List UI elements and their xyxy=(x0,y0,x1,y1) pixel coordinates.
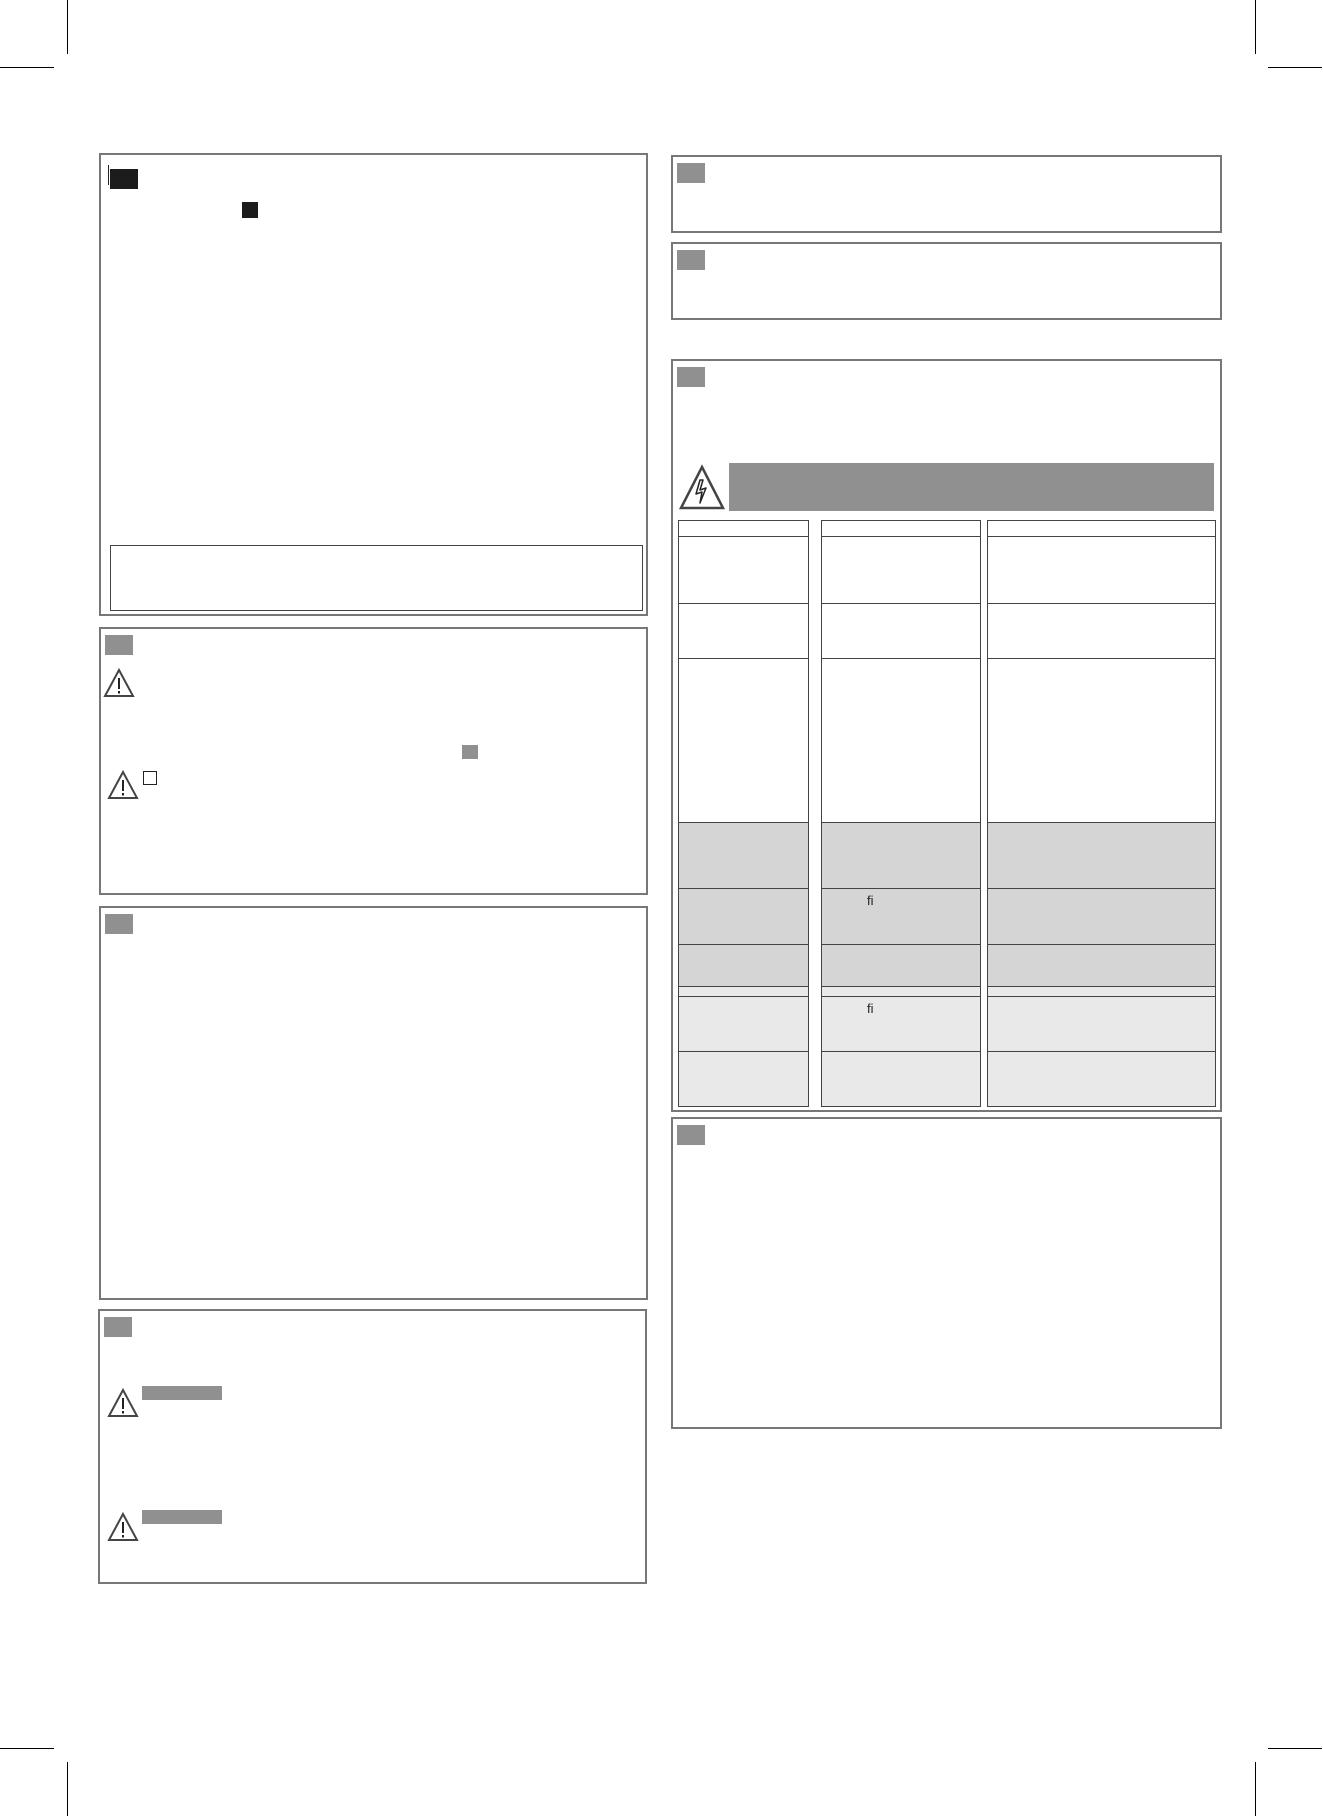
table-cell xyxy=(987,888,1216,945)
table-cell xyxy=(821,536,981,604)
marker-square xyxy=(242,202,258,218)
section-right-2 xyxy=(671,242,1222,320)
warning-triangle-icon xyxy=(107,770,139,800)
table-cell xyxy=(821,822,981,889)
section-intro xyxy=(99,153,648,616)
crop-mark xyxy=(0,1748,54,1749)
table-cell xyxy=(821,944,981,987)
table-cell xyxy=(987,658,1216,823)
warning-triangle-icon xyxy=(107,1388,139,1418)
table-cell xyxy=(987,944,1216,987)
section-tag xyxy=(110,169,138,189)
table-cell xyxy=(821,888,981,945)
table-cell xyxy=(821,603,981,659)
hazard-banner xyxy=(729,463,1214,511)
warning-triangle-icon xyxy=(103,668,135,698)
table-cell xyxy=(678,944,809,987)
table-cell xyxy=(678,1051,809,1107)
table-cell xyxy=(821,520,981,537)
table-cell xyxy=(987,1051,1216,1107)
table-cell xyxy=(678,996,809,1052)
table-cell xyxy=(678,888,809,945)
section-right-1 xyxy=(671,155,1222,233)
crop-mark xyxy=(67,0,68,54)
marker-square xyxy=(462,745,478,759)
warning-label-bar xyxy=(142,1386,222,1400)
section-tag xyxy=(677,250,705,270)
section-tag xyxy=(677,163,705,183)
section-instructions xyxy=(99,906,648,1300)
table-cell xyxy=(987,536,1216,604)
warning-label-bar xyxy=(142,1510,222,1524)
section-tag xyxy=(677,1125,705,1145)
checkbox-icon xyxy=(143,771,157,785)
warning-triangle-icon xyxy=(107,1512,139,1542)
table-cell xyxy=(987,822,1216,889)
table-cell-text: ﬁ xyxy=(867,1001,874,1016)
table-cell xyxy=(678,658,809,823)
note-box xyxy=(110,545,643,611)
section-right-last xyxy=(671,1117,1222,1429)
table-cell xyxy=(678,603,809,659)
crop-mark xyxy=(67,1762,68,1816)
table-cell xyxy=(987,996,1216,1052)
table-cell xyxy=(987,603,1216,659)
crop-mark xyxy=(1255,0,1256,54)
table-cell xyxy=(678,520,809,537)
section-warnings xyxy=(98,1309,647,1584)
section-tag xyxy=(104,1317,132,1337)
section-tag xyxy=(105,635,133,655)
crop-mark xyxy=(1268,1748,1322,1749)
section-safety xyxy=(99,627,648,895)
table-cell xyxy=(678,536,809,604)
section-tag xyxy=(677,367,705,387)
cursor-line xyxy=(108,165,109,185)
crop-mark xyxy=(1255,1762,1256,1816)
crop-mark xyxy=(0,67,54,68)
table-cell xyxy=(821,658,981,823)
table-cell xyxy=(821,1051,981,1107)
table-cell xyxy=(678,822,809,889)
crop-mark xyxy=(1268,67,1322,68)
table-cell xyxy=(821,996,981,1052)
table-cell-text: ﬁ xyxy=(867,893,874,908)
electric-hazard-icon xyxy=(678,464,726,512)
table-cell xyxy=(987,520,1216,537)
section-tag xyxy=(105,914,133,934)
